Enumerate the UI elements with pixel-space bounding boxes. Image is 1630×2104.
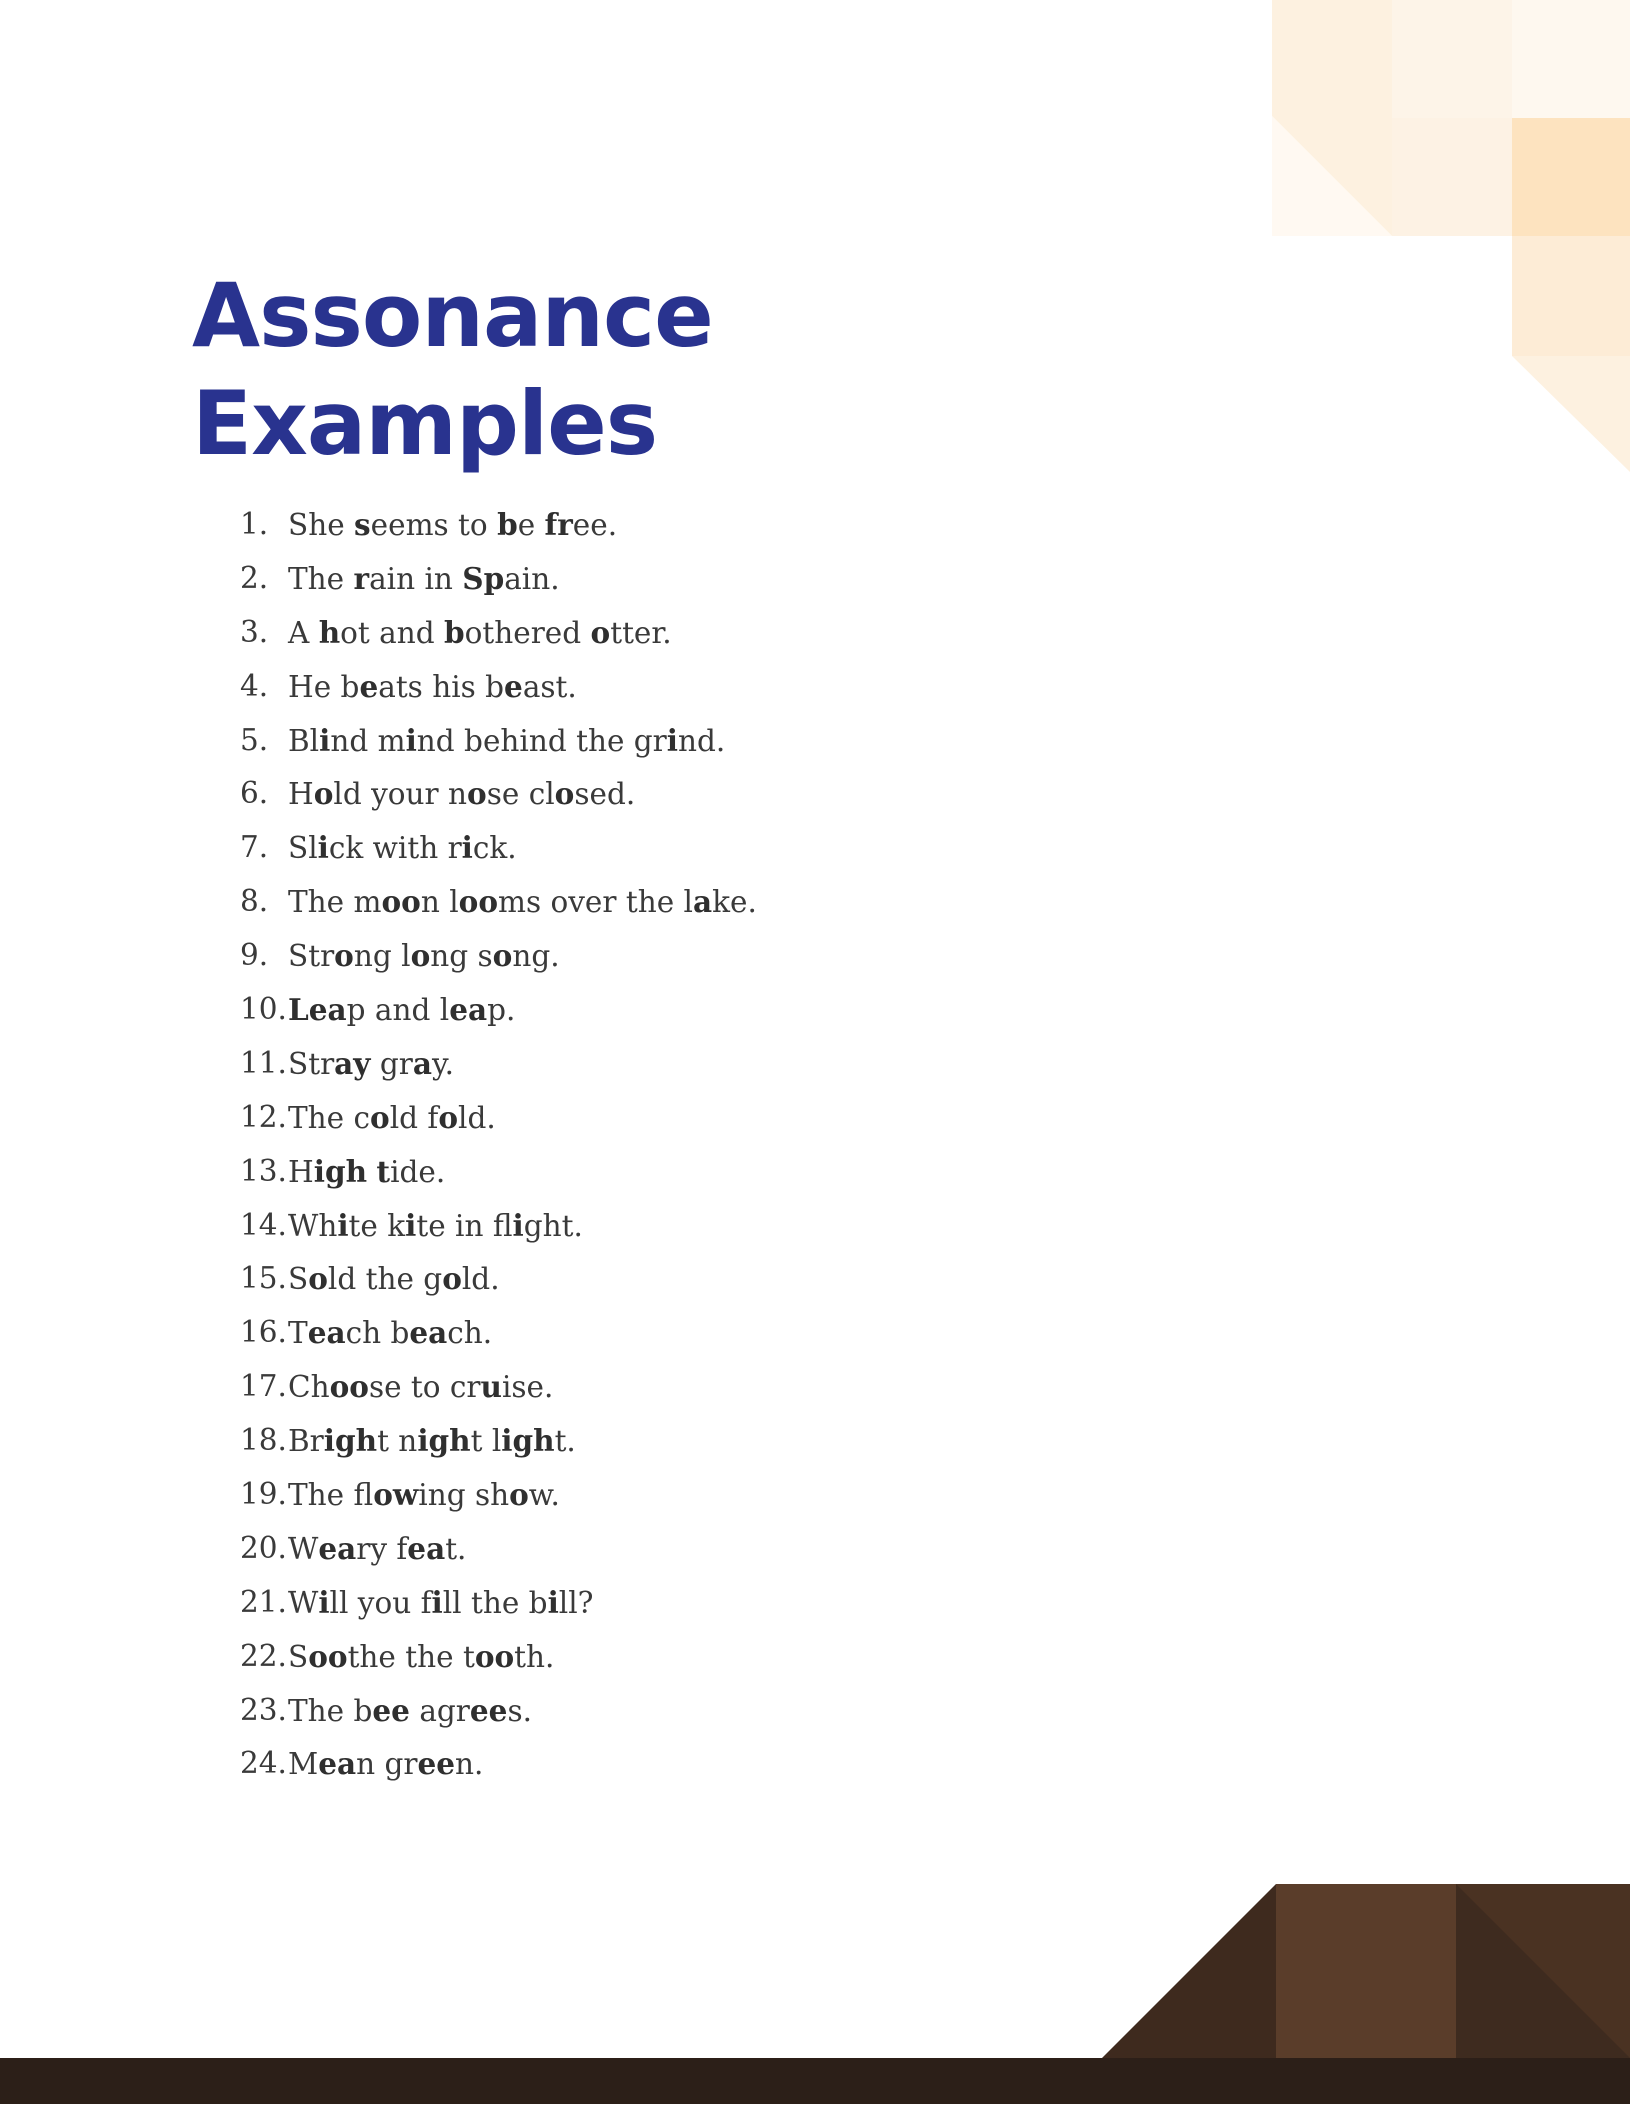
assonance-highlight: o bbox=[442, 1261, 462, 1297]
text-segment: ain in bbox=[369, 561, 463, 596]
assonance-highlight: oo bbox=[308, 1638, 348, 1674]
list-item-number: 4. bbox=[240, 668, 269, 703]
assonance-highlight: a bbox=[412, 1045, 432, 1081]
assonance-highlight: b bbox=[443, 614, 465, 650]
assonance-highlight: o bbox=[334, 938, 354, 974]
list-item-text bbox=[288, 939, 560, 973]
text-segment: w. bbox=[528, 1478, 560, 1513]
assonance-highlight: h bbox=[318, 614, 341, 650]
list-item bbox=[240, 1414, 757, 1468]
text-segment: W bbox=[288, 1531, 319, 1566]
text-segment: The bbox=[288, 561, 354, 596]
text-segment: ck. bbox=[472, 831, 517, 866]
assonance-highlight: ea bbox=[409, 1315, 448, 1351]
text-segment: ats his b bbox=[378, 669, 505, 704]
list-item-text bbox=[288, 1101, 496, 1135]
assonance-highlight: a bbox=[693, 884, 713, 920]
assonance-highlight: i bbox=[319, 722, 331, 758]
text-segment: ke. bbox=[712, 885, 757, 920]
assonance-highlight: o bbox=[509, 1477, 529, 1513]
assonance-highlight: o bbox=[313, 776, 334, 812]
text-segment: Bl bbox=[288, 723, 320, 758]
list-item-number: 3. bbox=[240, 614, 269, 649]
list-item-text bbox=[288, 562, 560, 596]
list-item-text bbox=[288, 1209, 583, 1243]
list-item bbox=[240, 606, 757, 660]
bottom-decoration bbox=[0, 1880, 1630, 2104]
list-item-number: 16. bbox=[240, 1315, 287, 1350]
text-segment: He b bbox=[288, 669, 360, 704]
assonance-highlight: u bbox=[480, 1369, 502, 1405]
list-item-text bbox=[288, 1155, 445, 1189]
text-segment: te in fl bbox=[416, 1208, 513, 1243]
text-segment: ot and bbox=[340, 615, 444, 650]
text-segment: t. bbox=[554, 1424, 576, 1459]
assonance-highlight: t bbox=[376, 1153, 391, 1189]
text-segment: eems to bbox=[370, 508, 498, 542]
list-item-text bbox=[288, 1047, 454, 1081]
text-segment: e bbox=[517, 508, 545, 542]
list-item-number: 5. bbox=[240, 722, 269, 757]
assonance-highlight: i bbox=[405, 722, 417, 758]
text-segment: The b bbox=[288, 1693, 373, 1728]
assonance-highlight: e bbox=[504, 668, 523, 704]
assonance-highlight: igh bbox=[501, 1423, 555, 1459]
assonance-highlight: o bbox=[410, 938, 431, 974]
assonance-highlight: igh bbox=[323, 1423, 378, 1459]
text-segment: A bbox=[288, 615, 319, 650]
assonance-highlight: ea bbox=[307, 1315, 346, 1351]
list-item bbox=[240, 1252, 757, 1306]
list-item bbox=[240, 929, 757, 983]
list-item bbox=[240, 875, 757, 929]
list-item-text bbox=[288, 1640, 554, 1674]
assonance-highlight: ea bbox=[449, 992, 488, 1028]
list-item bbox=[240, 714, 757, 768]
list-item-number: 19. bbox=[240, 1477, 287, 1512]
assonance-highlight: Sp bbox=[462, 560, 505, 596]
assonance-highlight: i bbox=[318, 1584, 330, 1620]
assonance-highlight: ee bbox=[372, 1692, 410, 1728]
text-segment bbox=[367, 1155, 376, 1189]
list-item-number: 8. bbox=[240, 884, 269, 919]
text-segment: H bbox=[288, 777, 314, 812]
text-segment: ch b bbox=[345, 1316, 410, 1351]
text-segment: Wh bbox=[288, 1208, 338, 1243]
text-segment: s. bbox=[507, 1693, 532, 1728]
list-item-number: 20. bbox=[240, 1530, 287, 1565]
list-item bbox=[240, 821, 757, 875]
list-item-text bbox=[288, 508, 617, 542]
examples-list bbox=[240, 498, 757, 1791]
assonance-highlight: ow bbox=[373, 1477, 419, 1513]
text-segment: ght. bbox=[523, 1208, 583, 1243]
list-item-text bbox=[288, 1747, 483, 1781]
list-item bbox=[240, 1576, 757, 1630]
list-item-number: 10. bbox=[240, 992, 287, 1027]
assonance-highlight: r bbox=[353, 560, 370, 596]
list-item-text bbox=[288, 1478, 560, 1512]
list-item bbox=[240, 1468, 757, 1522]
list-item-number: 17. bbox=[240, 1369, 287, 1404]
text-segment: ms over the l bbox=[498, 885, 693, 920]
text-segment: Sl bbox=[288, 831, 318, 866]
text-segment: T bbox=[288, 1316, 308, 1351]
text-segment: te k bbox=[348, 1208, 406, 1243]
assonance-highlight: i bbox=[337, 1207, 349, 1243]
text-segment: t. bbox=[445, 1531, 467, 1566]
list-item bbox=[240, 660, 757, 714]
text-segment: t l bbox=[470, 1424, 502, 1459]
list-item-number: 13. bbox=[240, 1153, 287, 1188]
text-segment: ld f bbox=[389, 1100, 439, 1135]
text-segment: se to cr bbox=[368, 1370, 481, 1405]
assonance-highlight: ea bbox=[407, 1530, 446, 1566]
assonance-highlight: i bbox=[547, 1584, 559, 1620]
assonance-highlight: ay bbox=[334, 1045, 371, 1081]
assonance-highlight: oo bbox=[474, 1638, 515, 1674]
assonance-highlight: i bbox=[461, 830, 473, 866]
list-item bbox=[240, 498, 757, 552]
text-segment: ld your n bbox=[333, 777, 468, 812]
text-segment: ide. bbox=[390, 1154, 446, 1189]
list-item-text bbox=[288, 885, 757, 919]
text-segment: p and l bbox=[346, 993, 450, 1028]
list-item-number: 21. bbox=[240, 1584, 287, 1619]
assonance-highlight: ea bbox=[318, 1530, 357, 1566]
list-item bbox=[240, 1306, 757, 1360]
text-segment: nd m bbox=[330, 723, 406, 758]
list-item bbox=[240, 1091, 757, 1145]
list-item-text bbox=[288, 1316, 492, 1350]
text-segment: ast. bbox=[522, 669, 577, 704]
list-item bbox=[240, 1684, 757, 1738]
text-segment: ld the g bbox=[327, 1262, 443, 1297]
page-title bbox=[192, 262, 992, 478]
list-item-number: 24. bbox=[240, 1746, 287, 1781]
list-item-number: 6. bbox=[240, 776, 269, 811]
list-item bbox=[240, 1737, 757, 1791]
list-item-text bbox=[288, 1262, 500, 1296]
text-segment: ng. bbox=[512, 939, 560, 974]
assonance-highlight: s bbox=[354, 507, 371, 542]
list-item-text bbox=[288, 1424, 576, 1458]
text-segment: Str bbox=[288, 939, 335, 974]
text-segment: nd behind the gr bbox=[416, 723, 667, 758]
list-item-number: 18. bbox=[240, 1423, 287, 1458]
list-item bbox=[240, 1199, 757, 1253]
assonance-highlight: i bbox=[431, 1584, 443, 1620]
list-item bbox=[240, 983, 757, 1037]
assonance-highlight: L bbox=[288, 992, 309, 1028]
list-item-number: 22. bbox=[240, 1638, 287, 1673]
text-segment: p. bbox=[487, 993, 516, 1028]
text-segment: sed. bbox=[574, 777, 636, 812]
text-segment: ld. bbox=[458, 1100, 496, 1135]
assonance-highlight: oo bbox=[458, 884, 499, 920]
text-segment: agr bbox=[409, 1693, 470, 1728]
list-item bbox=[240, 1037, 757, 1091]
assonance-highlight: o bbox=[308, 1261, 328, 1297]
assonance-highlight: i bbox=[405, 1207, 417, 1243]
assonance-highlight: ea bbox=[308, 992, 347, 1028]
text-segment: The c bbox=[288, 1100, 371, 1135]
assonance-highlight: o bbox=[438, 1099, 459, 1135]
assonance-highlight: igh bbox=[313, 1153, 368, 1189]
text-segment: ain. bbox=[504, 561, 560, 596]
text-segment: ll you f bbox=[329, 1585, 432, 1620]
text-segment: ng l bbox=[353, 939, 411, 974]
assonance-highlight: o bbox=[467, 776, 487, 812]
list-item bbox=[240, 1145, 757, 1199]
text-segment: n. bbox=[455, 1747, 484, 1782]
assonance-highlight: i bbox=[666, 722, 678, 758]
text-segment: the the t bbox=[347, 1639, 475, 1674]
text-segment: ise. bbox=[501, 1370, 554, 1405]
list-item bbox=[240, 767, 757, 821]
list-item-number: 2. bbox=[240, 560, 269, 595]
text-segment: Br bbox=[288, 1424, 324, 1459]
assonance-highlight: i bbox=[317, 830, 329, 866]
text-segment: Str bbox=[288, 1046, 335, 1081]
assonance-highlight: o bbox=[590, 614, 611, 650]
assonance-highlight: o bbox=[370, 1099, 390, 1135]
text-segment: M bbox=[288, 1747, 319, 1782]
assonance-highlight: oo bbox=[329, 1369, 369, 1405]
text-segment: y. bbox=[431, 1046, 455, 1081]
text-segment: H bbox=[288, 1154, 314, 1189]
assonance-highlight: o bbox=[492, 938, 513, 974]
text-segment: n gr bbox=[356, 1747, 418, 1782]
list-item-number: 15. bbox=[240, 1261, 287, 1296]
assonance-highlight: b bbox=[497, 507, 518, 542]
list-item-number: 12. bbox=[240, 1099, 287, 1134]
text-segment: The fl bbox=[288, 1478, 374, 1513]
text-segment: se cl bbox=[486, 777, 555, 812]
title-line-1: Assonance bbox=[192, 264, 713, 367]
text-segment: ld. bbox=[461, 1262, 500, 1297]
text-segment: She bbox=[288, 508, 355, 542]
text-segment: othered bbox=[464, 615, 591, 650]
assonance-highlight: igh bbox=[417, 1423, 471, 1459]
list-item bbox=[240, 1522, 757, 1576]
list-item-number: 9. bbox=[240, 938, 269, 973]
text-segment: S bbox=[288, 1262, 309, 1297]
assonance-highlight: ee bbox=[469, 1692, 508, 1728]
assonance-highlight: ee bbox=[417, 1746, 456, 1782]
text-segment: n l bbox=[420, 885, 459, 920]
assonance-highlight: i bbox=[512, 1207, 524, 1243]
text-segment: W bbox=[288, 1585, 319, 1620]
text-segment: ry f bbox=[356, 1531, 408, 1566]
list-item-number: 23. bbox=[240, 1692, 287, 1727]
list-item-text bbox=[288, 616, 672, 650]
text-segment: gr bbox=[370, 1046, 413, 1081]
list-item-number: 1. bbox=[240, 507, 269, 541]
list-item-number: 11. bbox=[240, 1045, 287, 1080]
text-segment: th. bbox=[514, 1639, 555, 1674]
text-segment: The m bbox=[288, 885, 382, 920]
list-item-number: 14. bbox=[240, 1207, 287, 1242]
list-item-text bbox=[288, 1370, 553, 1404]
text-segment: ng s bbox=[430, 939, 493, 974]
title-line-2: Examples bbox=[192, 372, 658, 475]
text-segment: ee. bbox=[572, 508, 618, 542]
text-segment: S bbox=[288, 1639, 309, 1674]
list-item-text bbox=[288, 1532, 466, 1566]
assonance-highlight: ea bbox=[318, 1746, 357, 1782]
text-segment: tter. bbox=[610, 615, 672, 650]
text-segment: Ch bbox=[288, 1370, 330, 1405]
text-segment: ck with r bbox=[328, 831, 462, 866]
text-segment: ll? bbox=[558, 1585, 594, 1620]
list-item-text bbox=[288, 777, 635, 811]
text-segment: t n bbox=[377, 1424, 418, 1459]
assonance-highlight: e bbox=[359, 668, 379, 704]
list-item-text bbox=[288, 831, 517, 865]
list-item-number: 7. bbox=[240, 830, 269, 865]
list-item-text bbox=[288, 724, 725, 758]
text-segment: ing sh bbox=[418, 1478, 510, 1513]
list-item-text bbox=[288, 1586, 593, 1620]
list-item bbox=[240, 552, 757, 606]
list-item bbox=[240, 1360, 757, 1414]
assonance-highlight: oo bbox=[381, 884, 421, 920]
assonance-highlight: o bbox=[554, 776, 575, 812]
list-item-text bbox=[288, 993, 515, 1027]
text-segment: ch. bbox=[447, 1316, 493, 1351]
list-item-text bbox=[288, 1694, 532, 1728]
list-item bbox=[240, 1630, 757, 1684]
text-segment: ll the b bbox=[442, 1585, 548, 1620]
text-segment: nd. bbox=[678, 723, 726, 758]
assonance-highlight: fr bbox=[544, 507, 573, 542]
list-item-text bbox=[288, 670, 577, 704]
